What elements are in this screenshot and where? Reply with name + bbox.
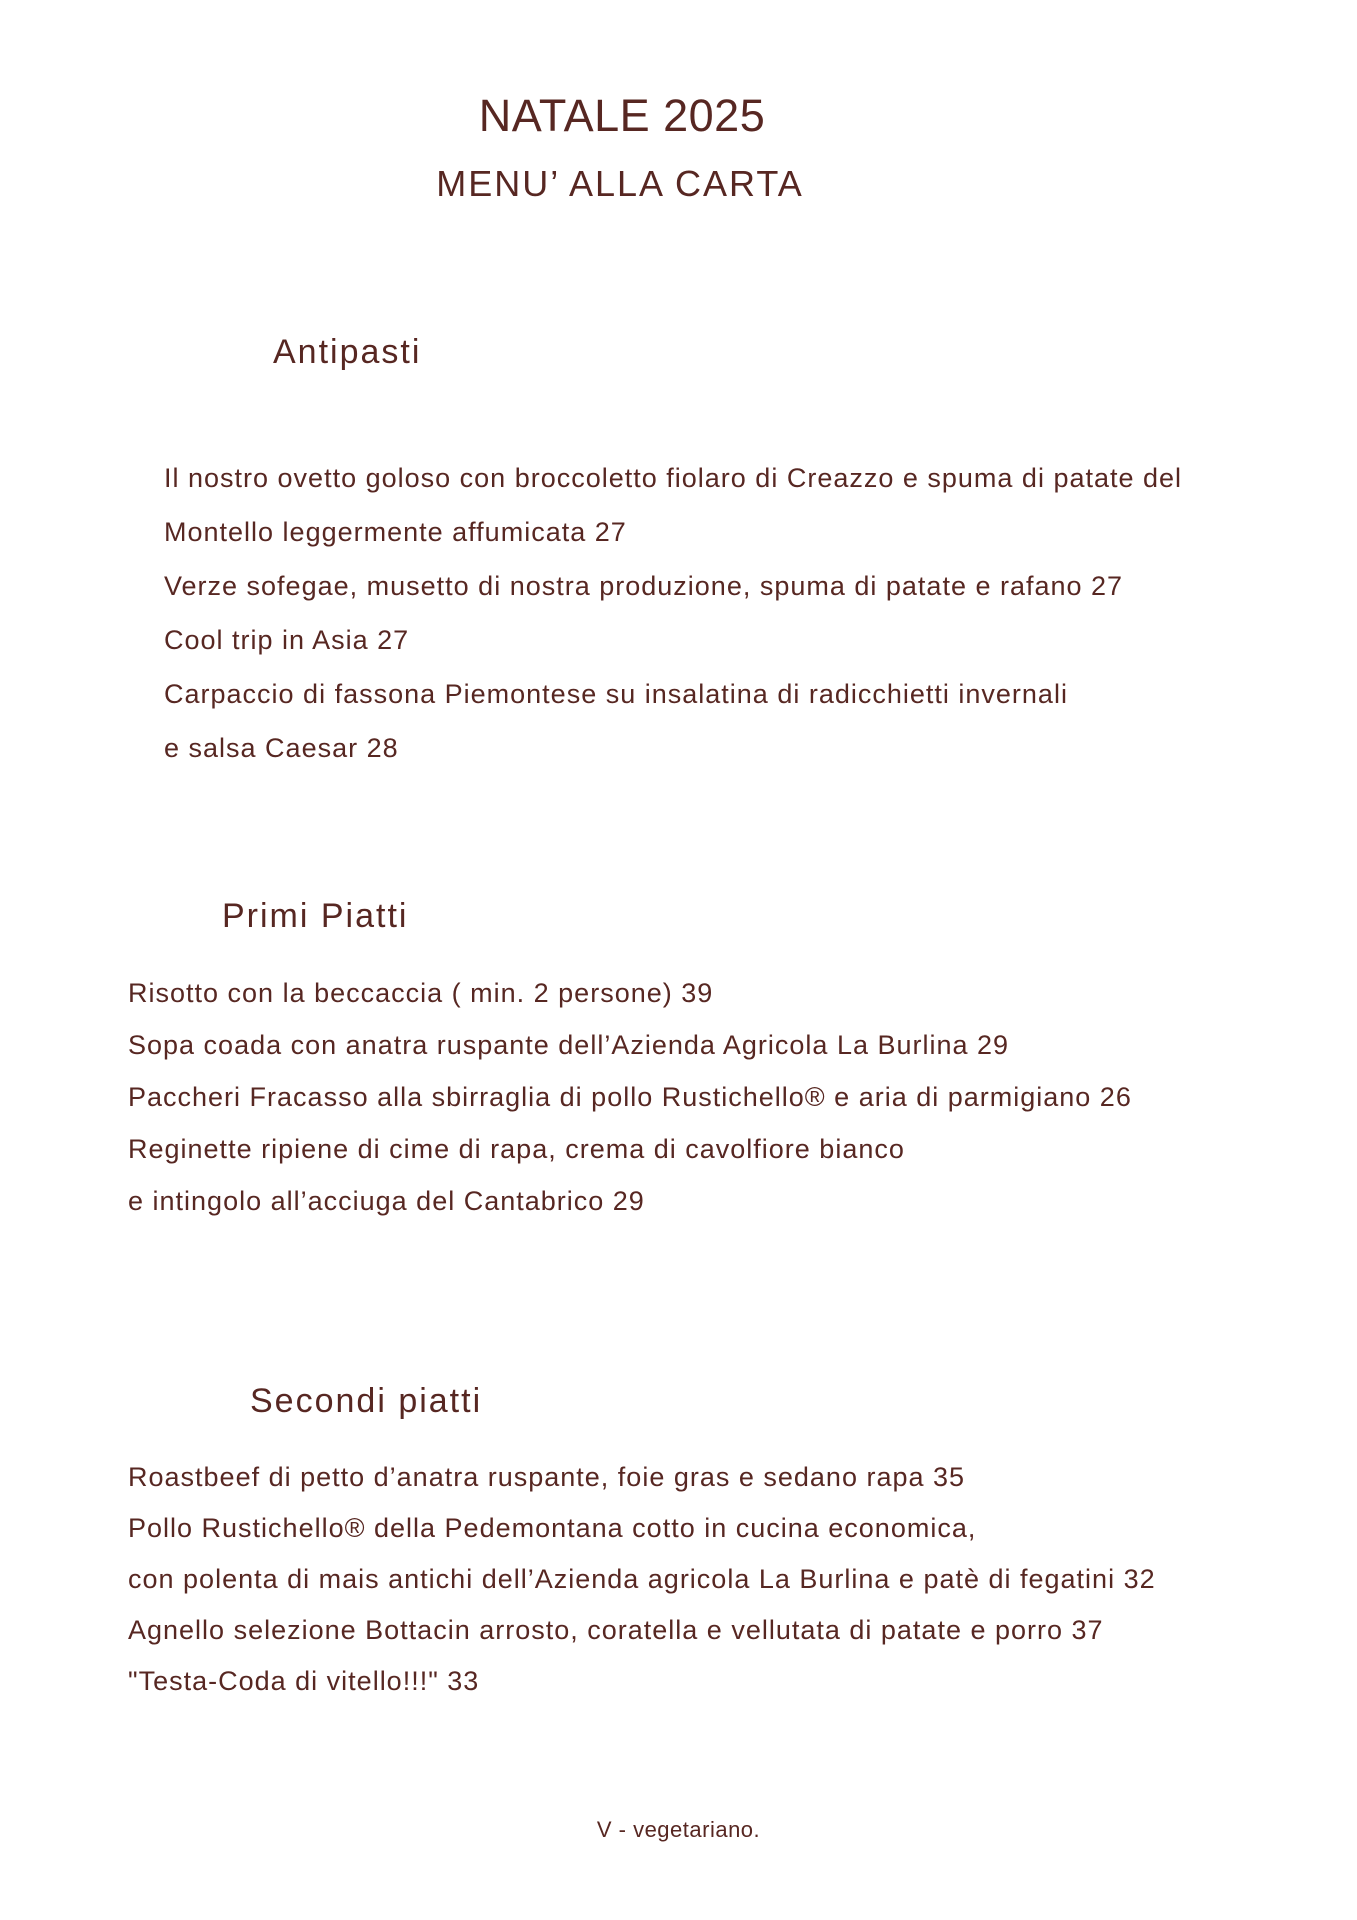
menu-item-line: Carpaccio di fassona Piemontese su insalatina di radicchietti invernali xyxy=(164,679,1068,709)
menu-item-line: Sopa coada con anatra ruspante dell’Azienda Agricola La Burlina 29 xyxy=(128,1030,1010,1060)
menu-item-line: con polenta di mais antichi dell’Azienda agricola La Burlina e patè di fegatini 32 xyxy=(128,1564,1156,1594)
menu-item-line: Roastbeef di petto d’anatra ruspante, foie gras e sedano rapa 35 xyxy=(128,1462,966,1492)
menu-item-line: Verze sofegae, musetto di nostra produzione, spuma di patate e rafano 27 xyxy=(164,571,1124,601)
vegetarian-legend: V - vegetariano. xyxy=(596,1817,761,1842)
secondi-piatti-items xyxy=(128,1452,1156,1707)
menu-item-line: "Testa-Coda di vitello!!!" 33 xyxy=(128,1666,480,1696)
section-heading-antipasti: Antipasti xyxy=(273,333,422,371)
menu-item-line: Montello leggermente affumicata 27 xyxy=(164,517,627,547)
antipasti-items xyxy=(164,451,1182,775)
primi-piatti-items xyxy=(128,967,1132,1227)
menu-item-line: Pollo Rustichello® della Pedemontana cotto in cucina economica, xyxy=(128,1513,977,1543)
menu-item-line: Il nostro ovetto goloso con broccoletto fiolaro di Creazzo e spuma di patate del xyxy=(164,463,1183,493)
menu-item-line: Paccheri Fracasso alla sbirraglia di pollo Rustichello® e aria di parmigiano 26 xyxy=(128,1082,1132,1112)
page-title: NATALE 2025 xyxy=(478,90,766,141)
section-heading-primi-piatti: Primi Piatti xyxy=(222,897,409,935)
menu-item-line: e salsa Caesar 28 xyxy=(164,733,399,763)
menu-item-line: e intingolo all’acciuga del Cantabrico 29 xyxy=(128,1186,645,1216)
menu-item-line: Risotto con la beccaccia ( min. 2 persone) 39 xyxy=(128,978,714,1008)
page-subtitle: MENU’ ALLA CARTA xyxy=(436,163,804,204)
section-heading-secondi-piatti: Secondi piatti xyxy=(250,1382,483,1420)
menu-item-line: Cool trip in Asia 27 xyxy=(164,625,410,655)
menu-item-line: Agnello selezione Bottacin arrosto, coratella e vellutata di patate e porro 37 xyxy=(128,1615,1104,1645)
menu-item-line: Reginette ripiene di cime di rapa, crema di cavolfiore bianco xyxy=(128,1134,905,1164)
